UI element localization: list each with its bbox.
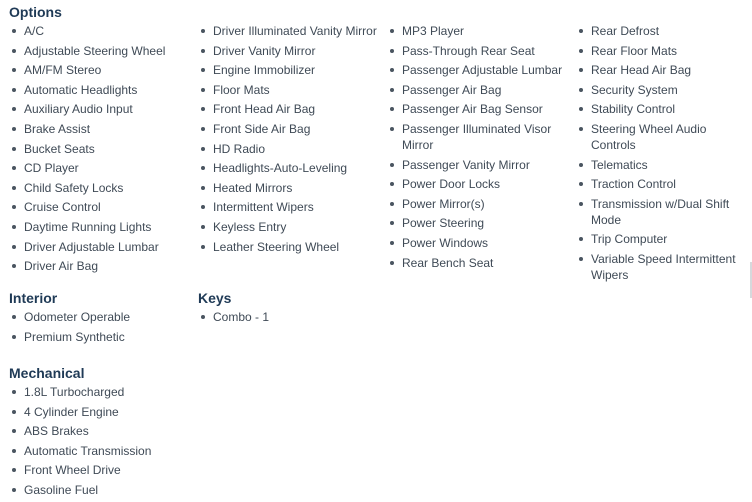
list-item bbox=[199, 23, 379, 39]
list-item-label: Automatic Transmission bbox=[24, 443, 152, 458]
list-item-label: ABS Brakes bbox=[24, 424, 89, 439]
list-item bbox=[388, 176, 568, 192]
list-item-label: CD Player bbox=[24, 161, 79, 176]
list-item bbox=[388, 157, 568, 173]
list-item bbox=[577, 62, 752, 78]
mechanical-title: Mechanical bbox=[9, 365, 85, 381]
list-item-label: Intermittent Wipers bbox=[213, 200, 314, 215]
list-item-label: Odometer Operable bbox=[24, 310, 131, 324]
list-item-label: Heated Mirrors bbox=[213, 180, 293, 195]
list-item bbox=[199, 160, 379, 176]
list-item-label: Steering Wheel Audio Controls bbox=[591, 121, 707, 152]
list-item bbox=[10, 23, 192, 39]
list-item bbox=[388, 82, 568, 98]
list-item-label: Rear Bench Seat bbox=[402, 255, 494, 270]
list-item bbox=[577, 101, 752, 117]
list-item bbox=[577, 251, 752, 283]
list-item-label: Driver Adjustable Lumbar bbox=[24, 239, 159, 254]
list-item-label: Transmission w/Dual Shift Mode bbox=[591, 196, 730, 227]
options-list-col-2 bbox=[199, 23, 379, 258]
list-item-label: Cruise Control bbox=[24, 200, 101, 215]
list-item-label: AM/FM Stereo bbox=[24, 63, 102, 78]
list-item-label: Leather Steering Wheel bbox=[213, 239, 340, 254]
list-item-label: Front Wheel Drive bbox=[24, 463, 121, 478]
list-item bbox=[577, 82, 752, 98]
options-title: Options bbox=[9, 4, 62, 20]
list-item bbox=[388, 215, 568, 231]
list-item-label: Driver Vanity Mirror bbox=[213, 43, 316, 58]
list-item bbox=[388, 255, 568, 271]
list-item bbox=[10, 329, 192, 345]
options-list-col-4 bbox=[577, 23, 752, 287]
list-item-label: Passenger Vanity Mirror bbox=[402, 157, 530, 172]
list-item bbox=[10, 160, 192, 176]
list-item bbox=[388, 196, 568, 212]
list-item-label: Power Door Locks bbox=[402, 177, 501, 192]
list-item-label: A/C bbox=[24, 24, 45, 38]
list-item-label: Front Side Air Bag bbox=[213, 121, 311, 136]
list-item-label: Rear Floor Mats bbox=[591, 43, 678, 58]
list-item bbox=[199, 309, 379, 325]
list-item-label: Passenger Adjustable Lumbar bbox=[402, 63, 563, 78]
list-item-label: Passenger Illuminated Visor Mirror bbox=[402, 121, 552, 152]
list-item-label: Passenger Air Bag Sensor bbox=[402, 102, 543, 117]
list-item-label: Bucket Seats bbox=[24, 141, 95, 156]
list-item bbox=[10, 82, 192, 98]
list-item bbox=[577, 43, 752, 59]
list-item-label: Gasoline Fuel bbox=[24, 482, 99, 497]
list-item bbox=[10, 443, 192, 459]
list-item bbox=[577, 121, 752, 153]
list-item-label: Adjustable Steering Wheel bbox=[24, 43, 166, 58]
list-item bbox=[10, 462, 192, 478]
list-item bbox=[10, 101, 192, 117]
list-item-label: Power Mirror(s) bbox=[402, 196, 485, 211]
list-item-label: 4 Cylinder Engine bbox=[24, 404, 119, 419]
list-item bbox=[10, 141, 192, 157]
list-item-label: Traction Control bbox=[591, 177, 676, 192]
list-item-label: HD Radio bbox=[213, 141, 266, 156]
list-item bbox=[388, 101, 568, 117]
list-item bbox=[199, 43, 379, 59]
list-item-label: MP3 Player bbox=[402, 24, 465, 38]
list-item bbox=[10, 482, 192, 498]
list-item-label: Driver Illuminated Vanity Mirror bbox=[213, 24, 377, 38]
list-item bbox=[388, 235, 568, 251]
list-item-label: Combo - 1 bbox=[213, 310, 270, 324]
list-item bbox=[199, 141, 379, 157]
list-item bbox=[10, 43, 192, 59]
list-item-label: Auxiliary Audio Input bbox=[24, 102, 133, 117]
interior-list bbox=[10, 309, 192, 348]
list-item bbox=[10, 239, 192, 255]
list-item-label: Trip Computer bbox=[591, 232, 668, 247]
list-item-label: Brake Assist bbox=[24, 121, 91, 136]
list-item bbox=[10, 121, 192, 137]
list-item-label: Rear Defrost bbox=[591, 24, 660, 38]
list-item-label: Headlights-Auto-Leveling bbox=[213, 161, 348, 176]
list-item-label: Premium Synthetic bbox=[24, 329, 125, 344]
list-item bbox=[577, 157, 752, 173]
list-item bbox=[388, 43, 568, 59]
list-item bbox=[199, 199, 379, 215]
keys-title: Keys bbox=[198, 290, 232, 306]
list-item bbox=[10, 309, 192, 325]
interior-title: Interior bbox=[9, 290, 58, 306]
list-item bbox=[10, 423, 192, 439]
list-item-label: Stability Control bbox=[591, 102, 676, 117]
keys-list bbox=[199, 309, 379, 329]
list-item bbox=[199, 180, 379, 196]
list-item-label: Floor Mats bbox=[213, 82, 270, 97]
list-item-label: Front Head Air Bag bbox=[213, 102, 316, 117]
list-item bbox=[388, 62, 568, 78]
list-item bbox=[10, 404, 192, 420]
list-item-label: Rear Head Air Bag bbox=[591, 63, 692, 78]
list-item-label: Daytime Running Lights bbox=[24, 219, 152, 234]
list-item bbox=[10, 199, 192, 215]
list-item bbox=[199, 101, 379, 117]
list-item-label: Passenger Air Bag bbox=[402, 82, 502, 97]
list-item-label: 1.8L Turbocharged bbox=[24, 385, 125, 399]
list-item bbox=[577, 23, 752, 39]
list-item-label: Driver Air Bag bbox=[24, 259, 99, 274]
list-item bbox=[10, 258, 192, 274]
options-list-col-3 bbox=[388, 23, 568, 274]
list-item bbox=[577, 196, 752, 228]
list-item-label: Telematics bbox=[591, 157, 648, 172]
list-item-label: Variable Speed Intermittent Wipers bbox=[591, 251, 736, 282]
list-item bbox=[199, 121, 379, 137]
list-item bbox=[577, 176, 752, 192]
list-item bbox=[199, 239, 379, 255]
list-item bbox=[388, 23, 568, 39]
list-item bbox=[10, 219, 192, 235]
list-item-label: Power Windows bbox=[402, 235, 489, 250]
mechanical-list bbox=[10, 384, 192, 502]
list-item bbox=[577, 231, 752, 247]
list-item-label: Power Steering bbox=[402, 216, 485, 231]
list-item-label: Keyless Entry bbox=[213, 219, 287, 234]
list-item bbox=[199, 219, 379, 235]
list-item-label: Security System bbox=[591, 82, 678, 97]
list-item bbox=[199, 82, 379, 98]
list-item-label: Child Safety Locks bbox=[24, 180, 124, 195]
list-item-label: Pass-Through Rear Seat bbox=[402, 43, 535, 58]
list-item bbox=[10, 384, 192, 400]
list-item bbox=[10, 62, 192, 78]
list-item-label: Automatic Headlights bbox=[24, 82, 138, 97]
options-list-col-1 bbox=[10, 23, 192, 278]
list-item bbox=[388, 121, 568, 153]
list-item bbox=[10, 180, 192, 196]
list-item bbox=[199, 62, 379, 78]
list-item-label: Engine Immobilizer bbox=[213, 63, 316, 78]
